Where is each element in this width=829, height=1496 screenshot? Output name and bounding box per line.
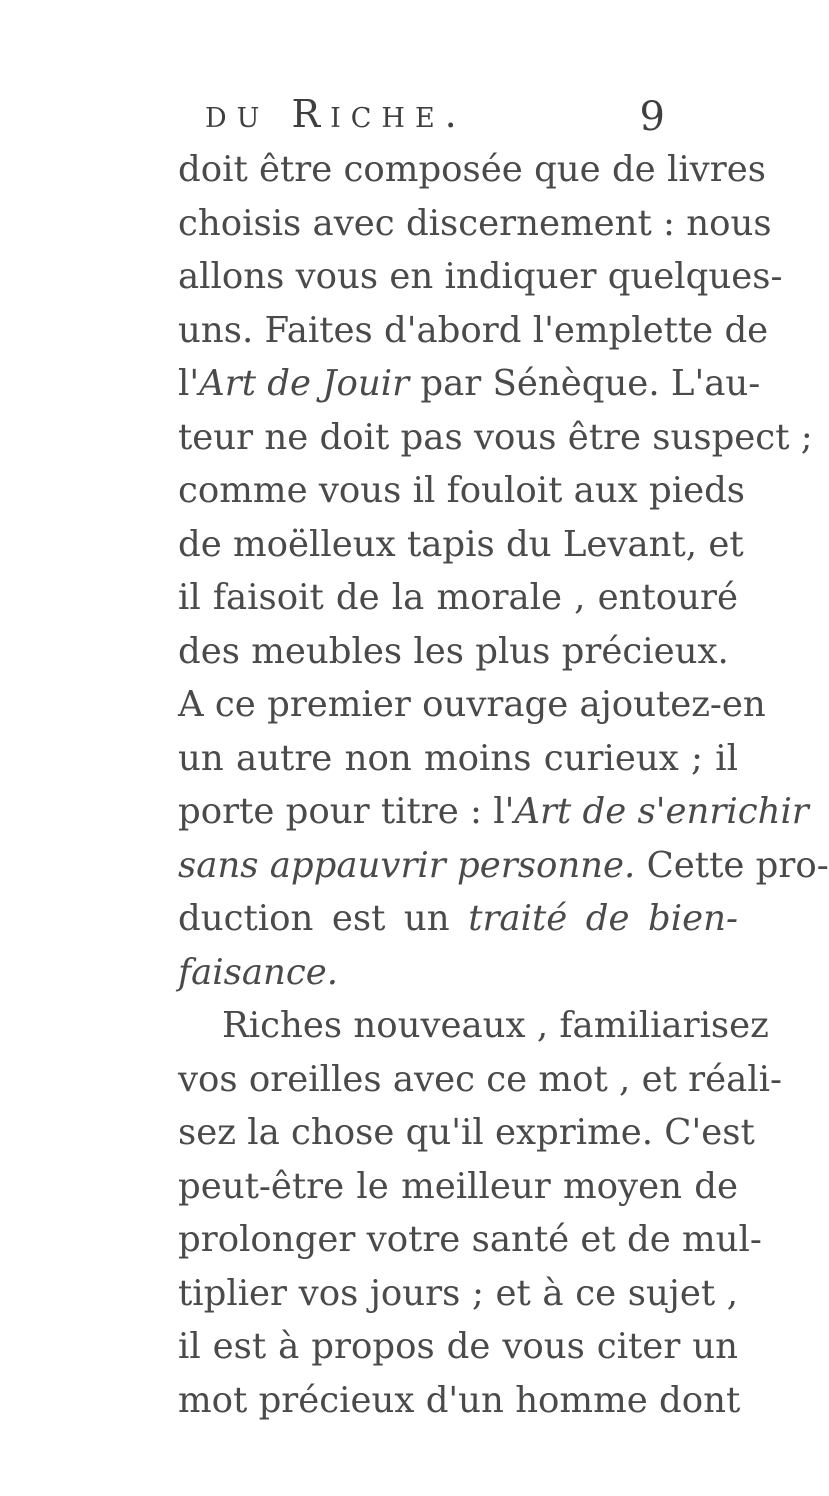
text-line: A ce premier ouvrage ajoutez-en: [178, 684, 766, 725]
text-line: il faisoit de la morale , entouré: [178, 577, 738, 618]
book-title-italic: sans appauvrir personne.: [178, 844, 636, 886]
text-line: sans appauvrir personne. Cette pro-: [178, 844, 829, 886]
text-line: [178, 946, 738, 1000]
body-text: [178, 143, 829, 1427]
emphasis-italic: faisance.: [178, 951, 339, 993]
text-line: allons vous en indiquer quelques-: [178, 256, 783, 297]
text-line: mot précieux d'un homme dont: [178, 1379, 741, 1421]
text-line: il est à propos de vous citer un: [178, 1326, 738, 1367]
text-line: tiplier vos jours ; et à ce sujet ,: [178, 1272, 738, 1314]
text-line: sez la chose qu'il exprime. C'est: [178, 1112, 755, 1153]
text-line: prolonger votre santé et de mul-: [178, 1219, 762, 1260]
text-line: vos oreilles avec ce mot , et réali-: [178, 1058, 782, 1100]
text-line-paragraph-start: Riches nouveaux , familiarisez: [222, 1005, 769, 1046]
text-line: doit être composée que de livres: [178, 149, 766, 190]
text-line: peut-être le meilleur moyen de: [178, 1165, 738, 1207]
page-header: [205, 92, 665, 142]
text-line: duction est un traité de bien-: [178, 898, 738, 939]
text-line: comme vous il fouloit aux pieds: [178, 470, 746, 511]
text-line: uns. Faites d'abord l'emplette de: [178, 309, 769, 351]
text-line: choisis avec discernement : nous: [178, 202, 772, 244]
text-line: des meubles les plus précieux.: [178, 630, 729, 672]
text-line: un autre non moins curieux ; il: [178, 737, 738, 779]
text-line: l'Art de Jouir par Sénèque. L'au-: [178, 363, 761, 404]
book-title-italic: Art de Jouir: [199, 363, 410, 404]
text-line: de moëlleux tapis du Levant, et: [178, 523, 744, 565]
text-line: porte pour titre : l'Art de s'enrichir: [178, 791, 809, 832]
page-number: 9: [639, 94, 665, 140]
text-line: teur ne doit pas vous être suspect ;: [178, 416, 813, 458]
running-head: du Riche.: [205, 92, 467, 136]
book-title-italic: Art de s'enrichir: [514, 791, 809, 832]
emphasis-italic: traité de bien-: [468, 898, 738, 939]
